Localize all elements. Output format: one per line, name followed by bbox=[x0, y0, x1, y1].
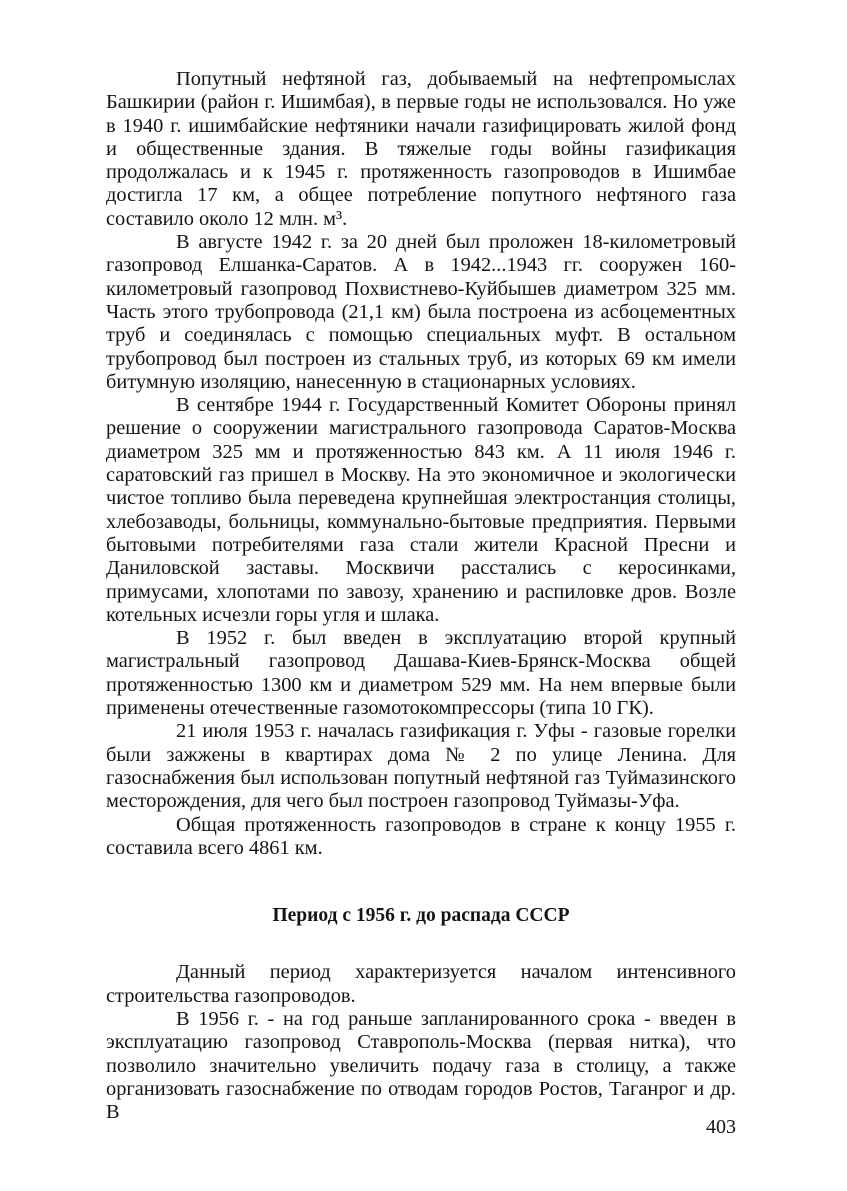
paragraph-stavropol-moscow: В 1956 г. - на год раньше запланированного срока - введен в эксплуатацию газопровод Ставрополь-Москва (первая нитка), что позволило значительно увеличить подачу газа в столицу, а также организовать газоснабжение по отводам городов Ростов, Таганрог и др. В bbox=[106, 1007, 736, 1124]
paragraph-pipeline-1942: В августе 1942 г. за 20 дней был проложен 18-километровый газопровод Елшанка-Саратов. А в 1942...1943 гг. сооружен 160-километровый газопровод Похвистнево-Куйбышев диаметром 325 мм. Часть этого трубопровода (21,1 км) была построена из асбоцементных труб и соединялась с помощью специальных муфт. В остальном трубопровод был построен из стальных труб, из которых 69 км имели битумную изоляцию, нанесенную в стационарных условиях. bbox=[106, 231, 736, 393]
paragraph-saratov-moscow: В сентябре 1944 г. Государственный Комитет Обороны принял решение о сооружении магистрального газопровода Саратов-Москва диаметром 325 мм и протяженностью 843 км. А 11 июля 1946 г. саратовский газ пришел в Москву. На это экономичное и экологически чистое топливо была переведена крупнейшая электростанция столицы, хлебозаводы, больницы, коммунально-бытовые предприятия. Первыми бытовыми потребителями газа стали жители Красной Пресни и Даниловской заставы. Москвичи расстались с керосинками, примусами, хлопотами по завозу, хранению и распиловке дров. Возле котельных исчезли горы угля и шлака. bbox=[106, 394, 736, 626]
paragraph-total-length-1955: Общая протяженность газопроводов в стране к концу 1955 г. составила всего 4861 км. bbox=[106, 813, 736, 859]
paragraph-period-intro: Данный период характеризуется началом интенсивного строительства газопроводов. bbox=[106, 961, 736, 1007]
paragraph-ufa-gasification: 21 июля 1953 г. началась газификация г. Уфы - газовые горелки были зажжены в квартирах дома № 2 по улице Ленина. Для газоснабжения был использован попутный нефтяной газ Туймазинского месторождения, для чего был построен газопровод Туймазы-Уфа. bbox=[106, 720, 736, 813]
page-number: 403 bbox=[706, 1116, 736, 1138]
body-text bbox=[106, 68, 736, 1124]
paragraph-associated-gas-bashkiria: Попутный нефтяной газ, добываемый на нефтепромыслах Башкирии (район г. Ишимбая), в первые годы не использовался. Но уже в 1940 г. ишимбайские нефтяники начали газифицировать жилой фонд и общественные здания. В тяжелые годы войны газификация продолжалась и к 1945 г. протяженность газопроводов в Ишимбае достигла 17 км, а общее потребление попутного нефтяного газа составило около 12 млн. м³. bbox=[106, 68, 736, 230]
section-heading: Период с 1956 г. до распада СССР bbox=[272, 905, 570, 927]
paragraph-dashava-moscow: В 1952 г. был введен в эксплуатацию второй крупный магистральный газопровод Дашава-Киев-Брянск-Москва общей протяженностью 1300 км и диаметром 529 мм. На нем впервые были применены отечественные газомотокомпрессоры (типа 10 ГК). bbox=[106, 627, 736, 720]
